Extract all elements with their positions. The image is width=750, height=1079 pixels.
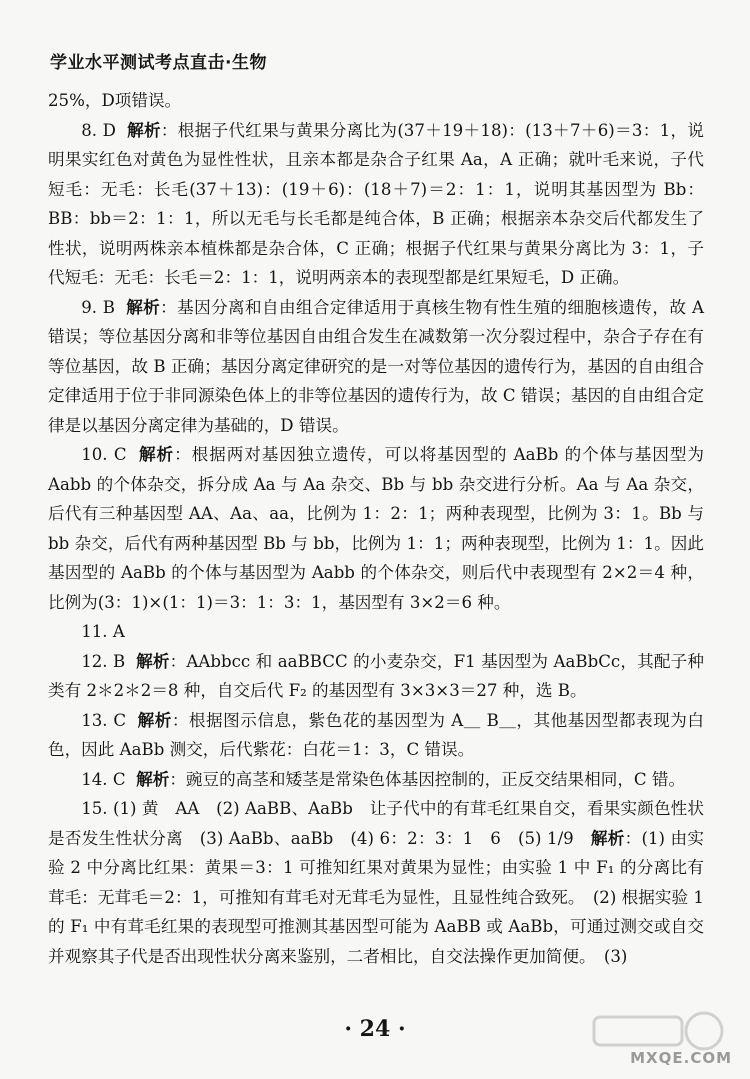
item-number: 10.	[81, 445, 108, 464]
analysis-label: 解析	[590, 828, 625, 848]
item-choice: A	[112, 622, 125, 641]
item-number: 13.	[81, 710, 108, 730]
answer-body	[48, 86, 704, 971]
analysis-text: ：基因分离和自由组合定律适用于真核生物有性生殖的细胞核遗传，故 A 错误；等位基因分离和非等位基因自由组合发生在减数第一次分裂过程中，杂合子存在有等位基因，故 B 正确；基因分离定律研究的是一对等位基因的遗传行为，基因的自由组合定律适用于位于非同源染色体上的非等位基因的遗传行为，故 C 错误；基因的自由组合定律是以基因分离定律为基础的，D 错误。	[48, 297, 704, 435]
analysis-label: 解析	[137, 710, 172, 730]
item-number: 11.	[81, 622, 108, 641]
answer-item-9	[48, 293, 704, 441]
analysis-text: ：AAbbcc 和 aaBBCC 的小麦杂交，F1 基因型为 AaBbCc，其配子种类有 2＊2＊2＝8 种，自交后代 F₂ 的基因型有 3×3×3＝27 种，选 B。	[48, 651, 704, 700]
page-number: · 24 ·	[344, 1016, 406, 1042]
answer-item-11	[48, 617, 704, 647]
analysis-text: ：(1) 由实验 2 中分离比红果：黄果＝3：1 可推知红果对黄果为显性；由实验 1 中 F₁ 的分离比有茸毛：无茸毛＝2：1，可推知有茸毛对无茸毛为显性，且显性纯合致死。 (2) 根据实验 1 的 F₁ 中有茸毛红果的表现型可推测其基因型可能为 AaBB 或 AaBb，可通过测交或自交并观察其子代是否出现性状分离来鉴别，二者相比，自交法操作更加简便。 (3)	[48, 828, 704, 966]
answer-item-13	[48, 706, 704, 765]
analysis-text: ：豌豆的高茎和矮茎是常染色体基因控制的，正反交结果相同，C 错。	[169, 769, 686, 789]
analysis-text: ：根据子代红果与黄果分离比为(37＋19＋18)：(13＋7＋6)＝3：1，说明果实红色对黄色为显性性状，且亲本都是杂合子红果 Aa，A 正确；就叶毛来说，子代短毛：无毛：长毛(37＋13)：(19＋6)：(18＋7)＝2：1：1，说明其基因型为 Bb：BB：bb＝2：1：1，所以无毛与长毛都是纯合体，B 正确；根据亲本杂交后代都发生了性状，说明两株亲本植株都是杂合体，C 正确；根据子代红果与黄果分离比为 3：1，子代短毛：无毛：长毛＝2：1：1，说明两亲本的表现型都是红果短毛，D 正确。	[48, 120, 704, 287]
item-number: 12.	[81, 651, 108, 671]
watermark-text: MXQE.COM	[630, 1049, 732, 1067]
analysis-label: 解析	[136, 651, 170, 671]
item-choice: D	[102, 120, 116, 140]
item-number: 8.	[81, 120, 98, 140]
answer-item-14	[48, 765, 704, 795]
answer-item-12	[48, 647, 704, 706]
answer-text: 25%，D项错误。	[48, 91, 182, 110]
item-number: 14.	[81, 769, 108, 789]
item-choice: B	[102, 297, 115, 317]
answer-fragment-7	[48, 86, 704, 116]
running-header: 学业水平测试考点直击·生物	[50, 53, 267, 73]
answer-item-10	[48, 440, 704, 617]
item-choice: C	[112, 769, 126, 789]
analysis-label: 解析	[126, 297, 161, 317]
answer-item-15	[48, 794, 704, 971]
analysis-text: ：根据两对基因独立遗传，可以将基因型的 AaBb 的个体与基因型为 Aabb 的个体杂交，拆分成 Aa 与 Aa 杂交、Bb 与 bb 杂交进行分析。Aa 与 Aa 杂交，后代有三种基因型 AA、Aa、aa，比例为 1：2：1；两种表现型，比例为 3：1。Bb 与 bb 杂交，后代有两种基因型 Bb 与 bb，比例为 1：1；两种表现型，比例为 1：1。因此基因型的 AaBb 的个体与基因型为 Aabb 的个体杂交，则后代中表现型有 2×2＝4 种，比例为(3：1)×(1：1)＝3：1：3：1，基因型有 3×2＝6 种。	[48, 445, 704, 612]
analysis-text: ：根据图示信息，紫色花的基因型为 A＿ B＿，其他基因型都表现为白色，因此 AaBb 测交，后代紫花：白花＝1：3，C 错误。	[48, 710, 704, 759]
analysis-label: 解析	[136, 769, 170, 789]
item-choice: C	[113, 445, 127, 464]
analysis-label: 解析	[127, 120, 161, 140]
item-choice: B	[113, 651, 126, 671]
answer-item-8	[48, 116, 704, 293]
item-number: 15.	[81, 799, 108, 818]
answer-text: (1) 黄 AA (2) AaBB、AaBb 让子代中的有茸毛红果自交，看果实颜色性状是否发生性状分离 (3) AaBb、aaBb (4) 6：2：3：1 6 (5) 1/9	[48, 799, 704, 848]
analysis-label: 解析	[138, 445, 175, 464]
item-choice: C	[113, 710, 127, 730]
item-number: 9.	[81, 297, 98, 317]
